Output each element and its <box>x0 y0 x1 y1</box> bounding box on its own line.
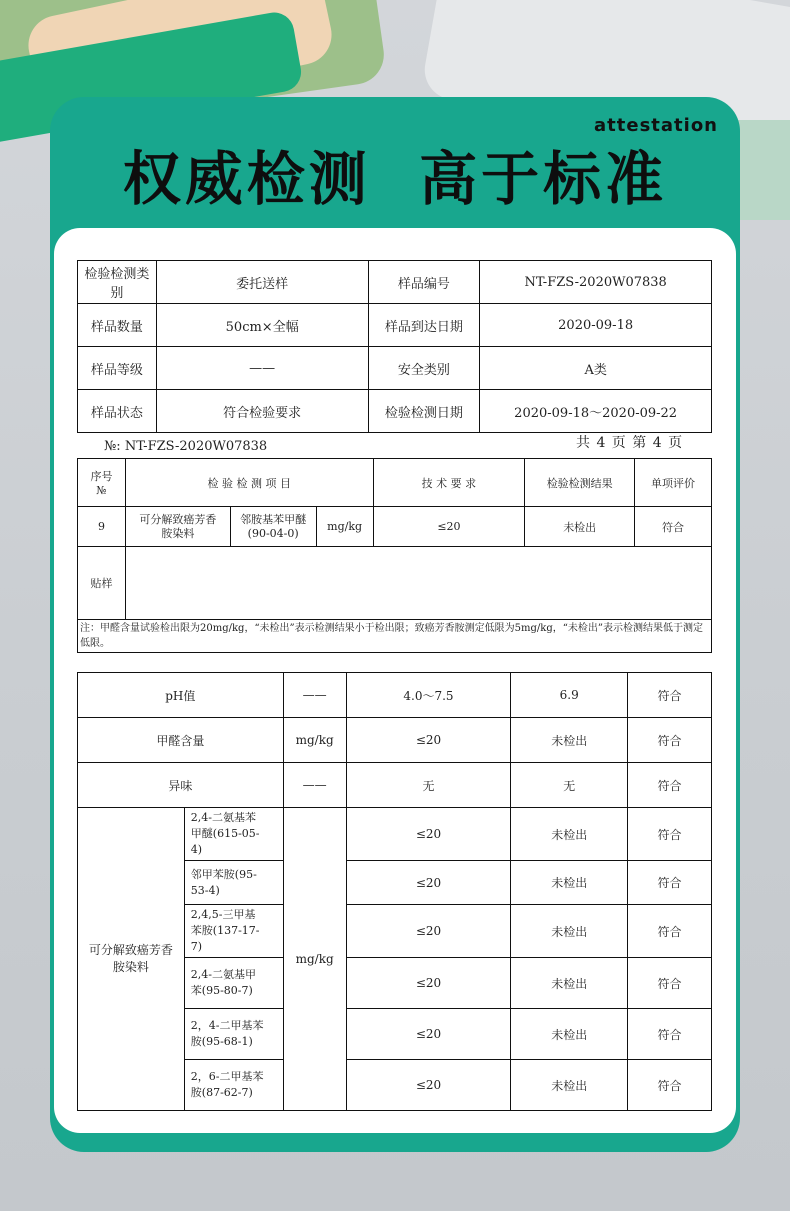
table-header-row <box>78 459 712 507</box>
table-row <box>78 763 712 808</box>
sub-item-cell: 2,4-二氨基苯 甲醚(615-05- 4) <box>184 808 283 861</box>
result-cell: 未检出 <box>511 718 628 763</box>
sub-item-cell: 2,4-二氨基甲 苯(95-80-7) <box>184 958 283 1009</box>
sub-item-cell: 2，6-二甲基苯 胺(87-62-7) <box>184 1060 283 1111</box>
eval-cell: 符合 <box>628 1060 712 1111</box>
summary-table <box>77 672 712 1111</box>
eval-cell: 符合 <box>628 718 712 763</box>
unit-cell: mg/kg <box>283 718 346 763</box>
note-text: 注：甲醛含量试验检出限为20mg/kg，“未检出”表示检测结果小于检出限；致癌芳香胺测定低限为5mg/kg，“未检出”表示检测结果低于测定低限。 <box>78 620 712 653</box>
table-row <box>78 261 712 304</box>
header-seq: 序号 № <box>78 459 126 507</box>
note-row <box>78 620 712 653</box>
label-cell: 样品到达日期 <box>368 304 480 347</box>
value-cell: 符合检验要求 <box>156 390 368 433</box>
header-item: 检 验 检 测 项 目 <box>125 459 373 507</box>
item-cell: 异味 <box>78 763 284 808</box>
sample-attach-row <box>78 547 712 620</box>
item-cell: 可分解致癌芳香 胺染料 <box>125 507 230 547</box>
req-cell: ≤20 <box>346 718 511 763</box>
eval-cell: 符合 <box>635 507 712 547</box>
result-cell: 未检出 <box>511 1060 628 1111</box>
result-cell: 未检出 <box>511 808 628 861</box>
page-indicator: 共 4 页 第 4 页 <box>576 435 684 451</box>
sample-area <box>125 547 711 620</box>
report-number: №: NT-FZS-2020W07838 <box>104 439 268 454</box>
label-cell: 样品编号 <box>368 261 480 304</box>
label-cell: 样品状态 <box>78 390 157 433</box>
value-cell: A类 <box>480 347 712 390</box>
table-row <box>78 304 712 347</box>
detail-table <box>77 458 712 653</box>
result-cell: 6.9 <box>511 673 628 718</box>
sample-info-table <box>77 260 712 433</box>
result-cell: 未检出 <box>511 958 628 1009</box>
table-row <box>78 507 712 547</box>
table-row <box>78 347 712 390</box>
req-cell: 4.0～7.5 <box>346 673 511 718</box>
page-title: 权威检测 高于标准 <box>122 145 668 213</box>
label-cell: 检验检测类别 <box>78 261 157 304</box>
sample-label: 贴样 <box>78 547 126 620</box>
table-row <box>78 808 712 861</box>
result-cell: 无 <box>511 763 628 808</box>
req-cell: 无 <box>346 763 511 808</box>
header-eval: 单项评价 <box>635 459 712 507</box>
unit-cell: —— <box>283 763 346 808</box>
value-cell: 50cm×全幅 <box>156 304 368 347</box>
header-req: 技 术 要 求 <box>373 459 525 507</box>
sub-item-cell: 邻胺基苯甲醚 (90-04-0) <box>230 507 316 547</box>
req-cell: ≤20 <box>346 958 511 1009</box>
req-cell: ≤20 <box>346 1009 511 1060</box>
sub-item-cell: 邻甲苯胺(95- 53-4) <box>184 861 283 905</box>
req-cell: ≤20 <box>346 861 511 905</box>
unit-cell: mg/kg <box>316 507 373 547</box>
item-cell: 甲醛含量 <box>78 718 284 763</box>
sub-item-cell: 2，4-二甲基苯 胺(95-68-1) <box>184 1009 283 1060</box>
result-cell: 未检出 <box>511 905 628 958</box>
label-cell: 样品数量 <box>78 304 157 347</box>
eval-cell: 符合 <box>628 763 712 808</box>
eval-cell: 符合 <box>628 958 712 1009</box>
result-cell: 未检出 <box>511 861 628 905</box>
label-cell: 样品等级 <box>78 347 157 390</box>
eval-cell: 符合 <box>628 1009 712 1060</box>
req-cell: ≤20 <box>373 507 525 547</box>
label-cell: 检验检测日期 <box>368 390 480 433</box>
group-item-cell: 可分解致癌芳香 胺染料 <box>78 808 185 1111</box>
group-unit-cell: mg/kg <box>283 808 346 1111</box>
eval-cell: 符合 <box>628 673 712 718</box>
result-cell: 未检出 <box>525 507 635 547</box>
eval-cell: 符合 <box>628 861 712 905</box>
req-cell: ≤20 <box>346 1060 511 1111</box>
seq-cell: 9 <box>78 507 126 547</box>
value-cell: 2020-09-18～2020-09-22 <box>480 390 712 433</box>
table-row <box>78 673 712 718</box>
value-cell: NT-FZS-2020W07838 <box>480 261 712 304</box>
eval-cell: 符合 <box>628 808 712 861</box>
eval-cell: 符合 <box>628 905 712 958</box>
value-cell: —— <box>156 347 368 390</box>
unit-cell: —— <box>283 673 346 718</box>
result-cell: 未检出 <box>511 1009 628 1060</box>
value-cell: 委托送样 <box>156 261 368 304</box>
header-result: 检验检测结果 <box>525 459 635 507</box>
req-cell: ≤20 <box>346 905 511 958</box>
sub-item-cell: 2,4,5-三甲基 苯胺(137-17- 7) <box>184 905 283 958</box>
item-cell: pH值 <box>78 673 284 718</box>
attestation-tag: attestation <box>594 115 718 136</box>
label-cell: 安全类别 <box>368 347 480 390</box>
req-cell: ≤20 <box>346 808 511 861</box>
table-row <box>78 718 712 763</box>
table-row <box>78 390 712 433</box>
value-cell: 2020-09-18 <box>480 304 712 347</box>
